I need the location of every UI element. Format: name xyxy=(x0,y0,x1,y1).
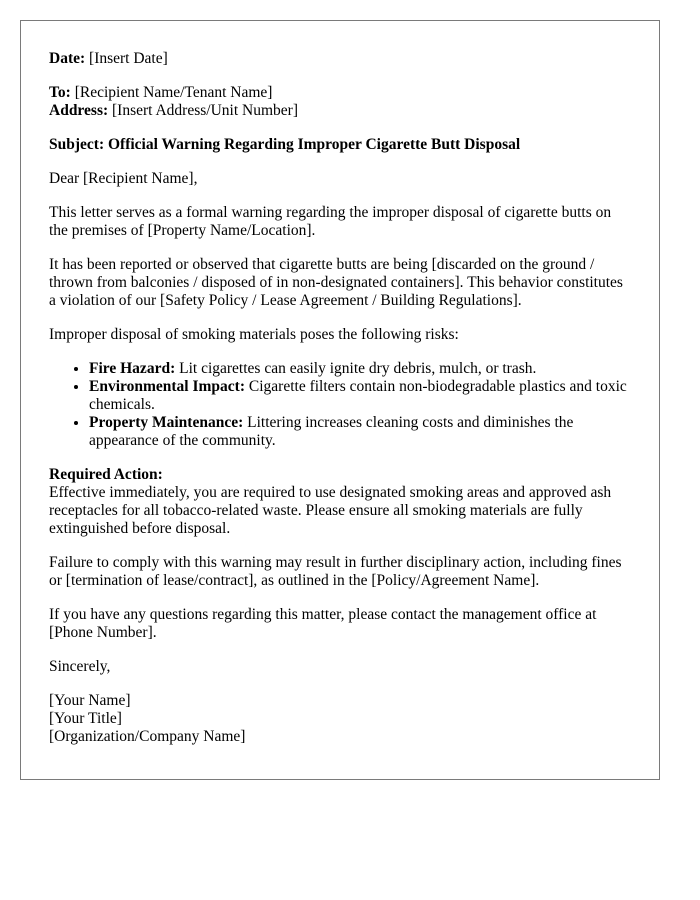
address-line xyxy=(49,102,631,120)
signature-block xyxy=(49,692,631,746)
required-action-text: Effective immediately, you are required to use designated smoking areas and approved ash receptacles for all tobacco-related waste. Please ensure all smoking materials are fully extinguished before disposal. xyxy=(49,484,612,537)
contact-paragraph: If you have any questions regarding this matter, please contact the management office at [Phone Number]. xyxy=(49,606,597,641)
risks-list xyxy=(49,360,631,450)
signature-name: [Your Name] xyxy=(49,692,131,709)
consequence-paragraph: Failure to comply with this warning may result in further disciplinary action, including fines or [termination of lease/contract], as outlined in the [Policy/Agreement Name]. xyxy=(49,554,622,589)
required-action-block xyxy=(49,466,631,538)
salutation: Dear [Recipient Name], xyxy=(49,170,198,187)
address-value: [Insert Address/Unit Number] xyxy=(112,102,298,119)
to-label: To: xyxy=(49,84,71,101)
signature-organization: [Organization/Company Name] xyxy=(49,728,246,745)
risks-intro-paragraph: Improper disposal of smoking materials poses the following risks: xyxy=(49,326,459,343)
date-label: Date: xyxy=(49,50,86,67)
address-label: Address: xyxy=(49,102,109,119)
report-paragraph: It has been reported or observed that cigarette butts are being [discarded on the ground / thrown from balconies / disposed of in non-designated containers]. This behavior constitutes a violation of our [Safety Policy / Lease Agreement / Building Regulations]. xyxy=(49,256,623,309)
risk-title: Environmental Impact: xyxy=(89,378,246,395)
risk-text: Littering increases cleaning costs and diminishes the appearance of the community. xyxy=(89,414,574,449)
list-item xyxy=(89,360,631,378)
list-item xyxy=(89,378,631,414)
risk-title: Property Maintenance: xyxy=(89,414,244,431)
list-item xyxy=(89,414,631,450)
date-value: [Insert Date] xyxy=(89,50,168,67)
warning-letter xyxy=(20,20,660,780)
date-line xyxy=(49,50,631,68)
risk-text: Cigarette filters contain non-biodegradable plastics and toxic chemicals. xyxy=(89,378,627,413)
closing-line: Sincerely, xyxy=(49,658,111,675)
intro-paragraph: This letter serves as a formal warning regarding the improper disposal of cigarette butts on the premises of [Property Name/Location]. xyxy=(49,204,612,239)
to-value: [Recipient Name/Tenant Name] xyxy=(74,84,273,101)
risk-text: Lit cigarettes can easily ignite dry debris, mulch, or trash. xyxy=(179,360,537,377)
to-line xyxy=(49,84,631,102)
signature-title: [Your Title] xyxy=(49,710,122,727)
subject-line: Subject: Official Warning Regarding Improper Cigarette Butt Disposal xyxy=(49,136,521,153)
risk-title: Fire Hazard: xyxy=(89,360,176,377)
required-action-heading: Required Action: xyxy=(49,466,163,483)
recipient-block xyxy=(49,84,631,120)
